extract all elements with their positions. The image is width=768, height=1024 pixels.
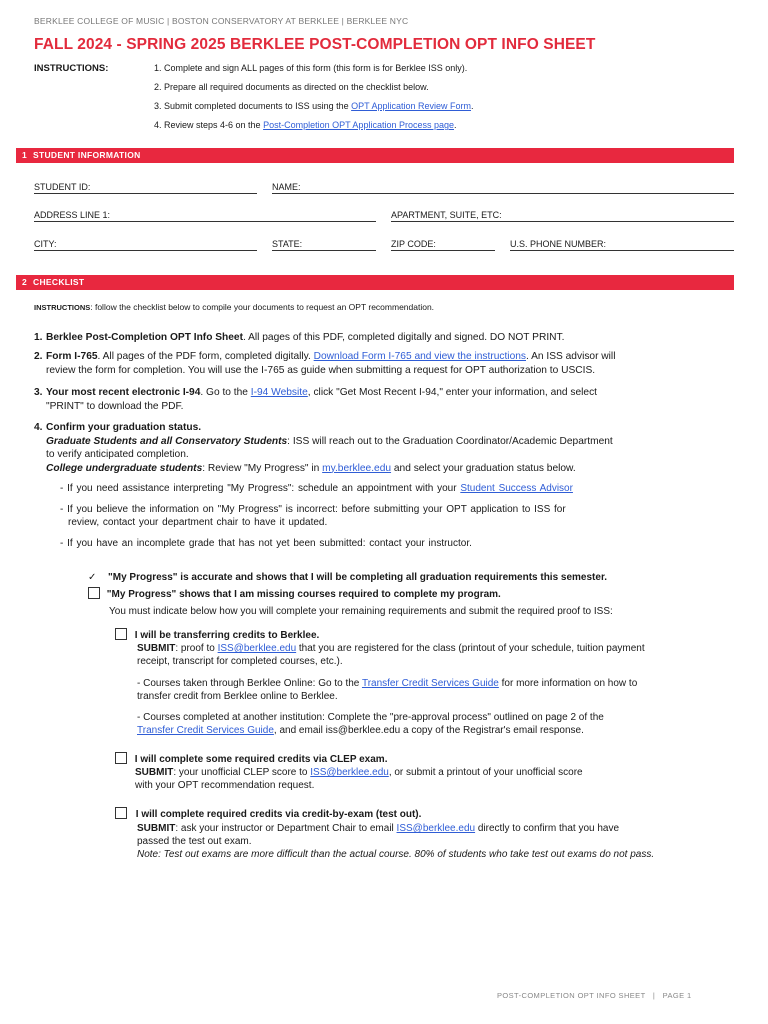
checklist-instructions: INSTRUCTIONS: follow the checklist below to compile your documents to request an OPT recommendation. bbox=[34, 302, 435, 312]
instructions-list bbox=[154, 63, 474, 139]
page-title: FALL 2024 - SPRING 2025 BERKLEE POST-COMPLETION OPT INFO SHEET bbox=[34, 36, 596, 53]
iss-email-link-testout[interactable]: ISS@berklee.edu bbox=[396, 823, 476, 834]
checklist-item-4: 4. Confirm your graduation status. Graduate Students and all Conservatory Students: ISS will reach out to the Graduation Coordinator/Academic Department to verify anticipated completion. College undergraduate students: Review "My Progress" in my.berklee.edu and select your graduation status below. bbox=[34, 422, 613, 474]
checklist-item-2: 2. Form I-765. All pages of the PDF form, completed digitally. Download Form I-765 and view the instructions. An ISS advisor will review the form for completion. You will use the I-765 as guide when submitting a request for OPT authorization to USCIS. bbox=[34, 351, 616, 376]
transfer-online-text: - Courses taken through Berklee Online: Go to the Transfer Credit Services Guide for more information on how to transfer credit from Berklee online to Berklee. bbox=[137, 678, 638, 702]
student-success-advisor-link[interactable]: Student Success Advisor bbox=[460, 483, 573, 494]
bullet-assistance: - If you need assistance interpreting "My Progress": schedule an appointment with your Student Success Advisor bbox=[60, 483, 573, 494]
address-line1-field[interactable]: ADDRESS LINE 1: bbox=[34, 208, 376, 222]
form-i765-link[interactable]: Download Form I-765 and view the instructions bbox=[313, 351, 526, 362]
checkbox-test-out[interactable] bbox=[115, 807, 127, 819]
transfer-credit-guide-link[interactable]: Transfer Credit Services Guide bbox=[361, 678, 499, 689]
testout-submit-text: SUBMIT: ask your instructor or Department Chair to email ISS@berklee.edu directly to confirm that you have passed the test out exam. Note: Test out exams are more difficult than the actual course. 80% of students who take test out exams do not pass. bbox=[137, 823, 655, 860]
transfer-submit-text: SUBMIT: proof to ISS@berklee.edu that you are registered for the class (printout of your schedule, tuition payment receipt, transcript for completed courses, etc.). bbox=[137, 643, 645, 667]
opt-review-form-link[interactable]: OPT Application Review Form bbox=[351, 101, 471, 111]
transfer-credit-guide-link-2[interactable]: Transfer Credit Services Guide bbox=[137, 725, 274, 736]
state-field[interactable]: STATE: bbox=[272, 237, 376, 251]
missing-courses-instructions: You must indicate below how you will complete your remaining requirements and submit the required proof to ISS: bbox=[109, 606, 613, 617]
transfer-other-institution-text: - Courses completed at another institution: Complete the "pre-approval process" outlined on page 2 of the Transfer Credit Services Guide, and email iss@berklee.edu a copy of the Registrar's email response. bbox=[137, 712, 604, 736]
section-checklist: 2 CHECKLIST bbox=[16, 275, 734, 290]
section-student-information: 1 STUDENT INFORMATION bbox=[16, 148, 734, 163]
institutions-header: BERKLEE COLLEGE OF MUSIC | BOSTON CONSERVATORY AT BERKLEE | BERKLEE NYC bbox=[34, 16, 409, 26]
clep-submit-text: SUBMIT: your unofficial CLEP score to ISS@berklee.edu, or submit a printout of your unofficial score with your OPT recommendation request. bbox=[135, 767, 583, 791]
checklist-item-1: 1. Berklee Post-Completion OPT Info Sheet. All pages of this PDF, completed digitally and signed. DO NOT PRINT. bbox=[34, 332, 565, 343]
city-field[interactable]: CITY: bbox=[34, 237, 257, 251]
page-footer: POST-COMPLETION OPT INFO SHEET | PAGE 1 bbox=[497, 991, 692, 1000]
instructions-label: INSTRUCTIONS: bbox=[34, 63, 109, 74]
bullet-incomplete-grade: - If you have an incomplete grade that has not yet been submitted: contact your instructor. bbox=[60, 538, 472, 549]
option-test-out[interactable]: I will complete required credits via credit-by-exam (test out). bbox=[115, 807, 421, 821]
checklist-item-3: 3. Your most recent electronic I-94. Go to the I-94 Website, click "Get Most Recent I-94," enter your information, and select "PRINT" to download the PDF. bbox=[34, 387, 598, 412]
opt-process-page-link[interactable]: Post-Completion OPT Application Process page bbox=[263, 120, 454, 130]
checkmark-icon: ✓ bbox=[88, 572, 97, 583]
option-progress-accurate[interactable]: ✓ "My Progress" is accurate and shows that I will be completing all graduation requirements this semester. bbox=[88, 572, 608, 583]
checkbox-clep-exam[interactable] bbox=[115, 752, 127, 764]
zip-code-field[interactable]: ZIP CODE: bbox=[391, 237, 495, 251]
bullet-incorrect-info: - If you believe the information on "My Progress" is incorrect: before submitting your OPT application to ISS for review, contact your department chair to have it updated. bbox=[60, 504, 566, 528]
checkbox-missing-courses[interactable] bbox=[88, 587, 100, 599]
instruction-step-1: 1. Complete and sign ALL pages of this form (this form is for Berklee ISS only). bbox=[154, 63, 468, 73]
student-id-field[interactable]: STUDENT ID: bbox=[34, 180, 257, 194]
my-berklee-link[interactable]: my.berklee.edu bbox=[322, 462, 392, 474]
name-field[interactable]: NAME: bbox=[272, 180, 734, 194]
apartment-field[interactable]: APARTMENT, SUITE, ETC: bbox=[391, 208, 734, 222]
iss-email-link-clep[interactable]: ISS@berklee.edu bbox=[310, 767, 389, 778]
instruction-step-4: 4. Review steps 4-6 on the Post-Completion OPT Application Process page. bbox=[154, 120, 457, 130]
iss-email-link[interactable]: ISS@berklee.edu bbox=[217, 643, 297, 654]
i94-website-link[interactable]: I-94 Website bbox=[250, 387, 308, 398]
option-transfer-credits[interactable]: I will be transferring credits to Berklee. bbox=[115, 628, 319, 642]
option-clep-exam[interactable]: I will complete some required credits via CLEP exam. bbox=[115, 752, 387, 766]
phone-number-field[interactable]: U.S. PHONE NUMBER: bbox=[510, 237, 734, 251]
option-progress-missing[interactable]: "My Progress" shows that I am missing courses required to complete my program. bbox=[88, 587, 501, 601]
checkbox-transfer-credits[interactable] bbox=[115, 628, 127, 640]
instruction-step-3: 3. Submit completed documents to ISS using the OPT Application Review Form. bbox=[154, 101, 474, 111]
instruction-step-2: 2. Prepare all required documents as directed on the checklist below. bbox=[154, 82, 429, 92]
